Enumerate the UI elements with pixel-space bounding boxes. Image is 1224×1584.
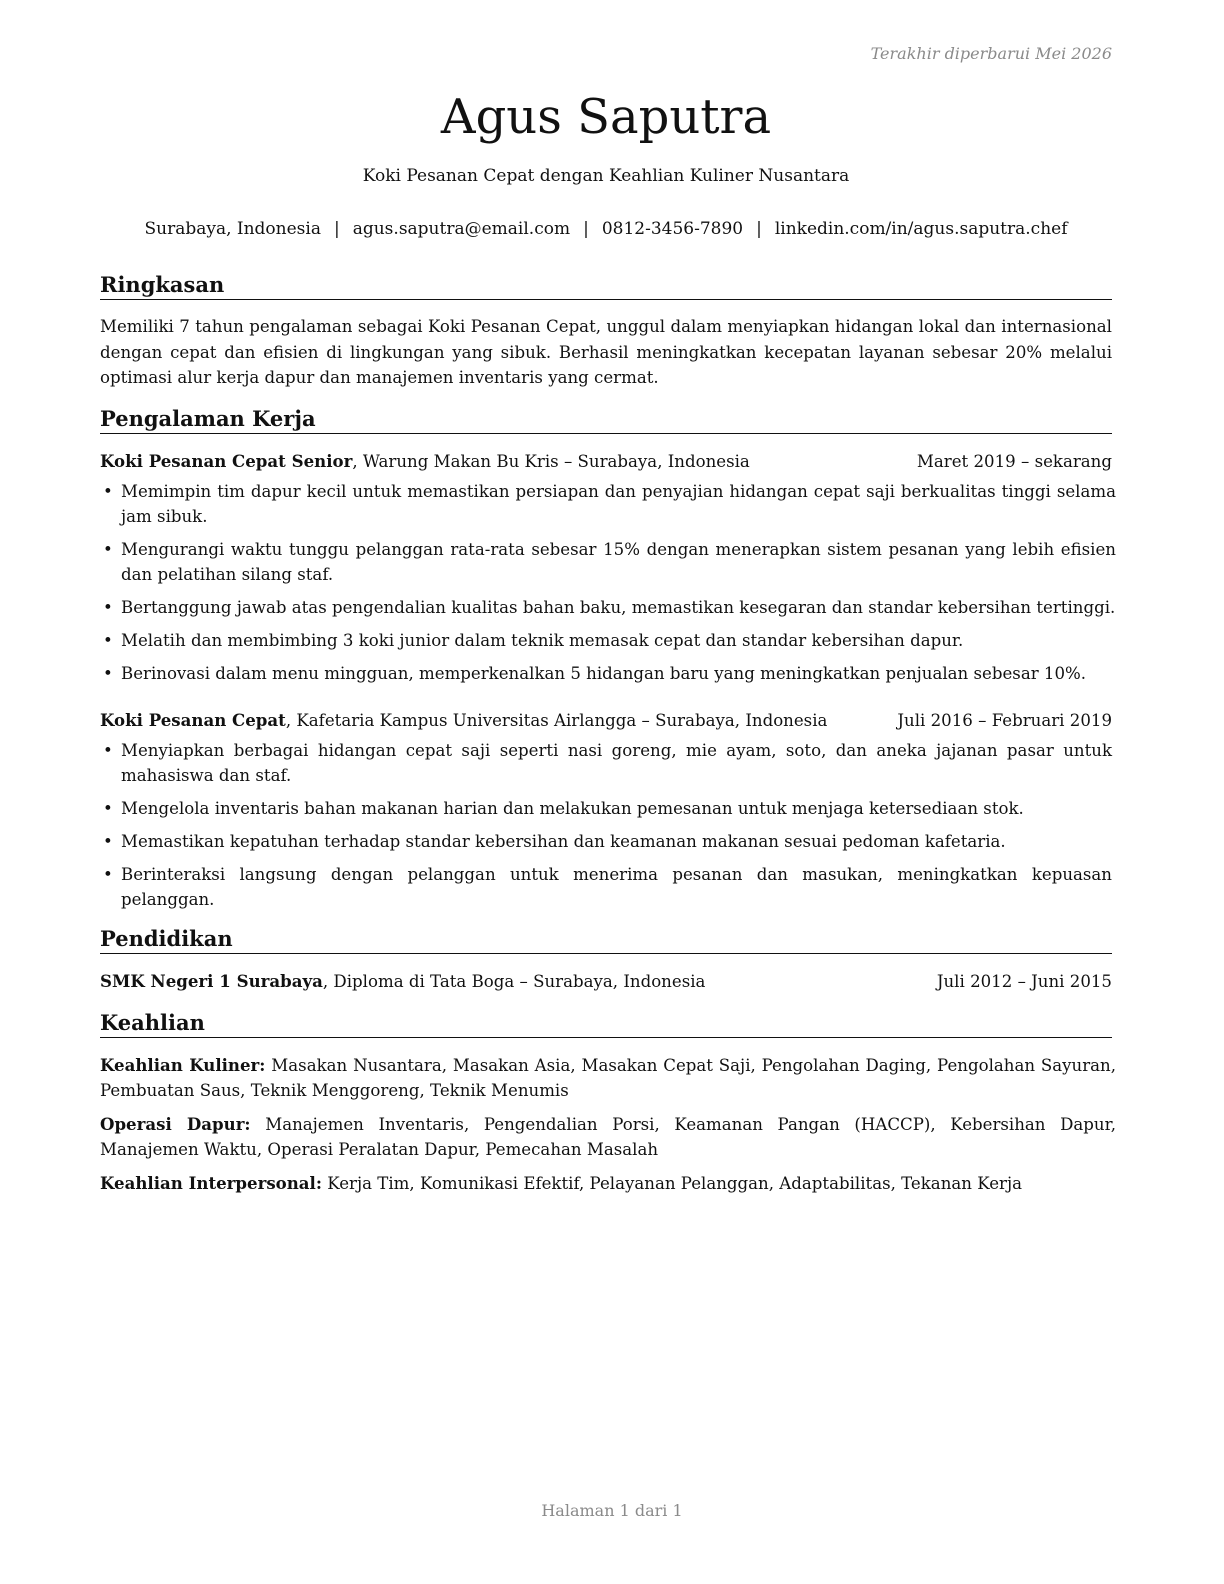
education-detail: , Diploma di Tata Boga – Surabaya, Indonesia [322,972,706,991]
list-item-text: Mengelola inventaris bahan makanan harian dan melakukan pemesanan untuk menjaga ketersediaan stok. [121,799,1024,818]
job-header [100,449,1112,474]
summary-text: Memiliki 7 tahun pengalaman sebagai Koki Pesanan Cepat, unggul dalam menyiapkan hidangan lokal dan internasional dengan cepat dan efisien di lingkungan yang sibuk. Berhasil meningkatkan kecepatan layanan sebesar 20% melalui optimasi alur kerja dapur dan manajemen inventaris yang cermat. [100,317,1112,387]
education-school: SMK Negeri 1 Surabaya [100,971,323,991]
skill-group [100,1053,1116,1103]
list-item-text: Berinteraksi langsung dengan pelanggan untuk menerima pesanan dan masukan, meningkatkan kepuasan pelanggan. [121,865,1112,909]
section-title-summary: Ringkasan [100,271,1112,300]
list-item-text: Melatih dan membimbing 3 koki junior dalam teknik memasak cepat dan standar kebersihan dapur. [121,631,964,650]
contact-location: Surabaya, Indonesia [144,219,321,239]
list-item [100,829,1112,854]
section-title-skills: Keahlian [100,1009,1112,1038]
job-header [100,708,1112,733]
skill-group [100,1112,1116,1162]
list-item-text: Berinovasi dalam menu mingguan, memperkenalkan 5 hidangan baru yang meningkatkan penjualan sebesar 10%. [121,664,1087,683]
bullet-icon: • [103,865,113,884]
skill-group-items: Manajemen Inventaris, Pengendalian Porsi, Keamanan Pangan (HACCP), Kebersihan Dapur, Manajemen Waktu, Operasi Peralatan Dapur, Pemecahan Masalah [100,1115,1116,1159]
job-organization: , Kafetaria Kampus Universitas Airlangga – Surabaya, Indonesia [285,711,828,730]
list-item [100,796,1112,821]
job-role: Koki Pesanan Cepat Senior [100,451,353,471]
job-bullet-list [100,738,1112,920]
list-item [100,479,1116,529]
contact-email[interactable]: agus.saputra@email.com [352,219,571,239]
skill-group-label: Operasi Dapur: [100,1114,251,1134]
education-dates: Juli 2012 – Juni 2015 [936,972,1112,991]
contact-linkedin[interactable]: linkedin.com/in/agus.saputra.chef [774,219,1068,239]
candidate-name: Agus Saputra [440,89,772,145]
skill-group [100,1171,1116,1196]
list-item-text: Memastikan kepatuhan terhadap standar kebersihan dan keamanan makanan sesuai pedoman kafetaria. [121,832,1006,851]
bullet-icon: • [103,482,113,501]
skill-group-label: Keahlian Interpersonal: [100,1173,322,1193]
list-item [100,595,1116,620]
list-item [100,537,1116,587]
contact-separator: | [583,219,589,239]
candidate-headline: Koki Pesanan Cepat dengan Keahlian Kuliner Nusantara [362,166,850,186]
section-title-education: Pendidikan [100,925,1112,954]
list-item [100,628,1116,653]
job-dates: Maret 2019 – sekarang [916,452,1112,471]
last-updated-note: Terakhir diperbarui Mei 2026 [870,44,1112,63]
skill-group-label: Keahlian Kuliner: [100,1055,266,1075]
contact-phone: 0812-3456-7890 [601,219,744,239]
list-item-text: Mengurangi waktu tunggu pelanggan rata-rata sebesar 15% dengan menerapkan sistem pesanan yang lebih efisien dan pelatihan silang staf. [121,540,1116,584]
bullet-icon: • [103,631,113,650]
list-item [100,862,1112,912]
list-item-text: Bertanggung jawab atas pengendalian kualitas bahan baku, memastikan kesegaran dan standar kebersihan tertinggi. [121,598,1116,617]
bullet-icon: • [103,799,113,818]
bullet-icon: • [103,664,113,683]
bullet-icon: • [103,540,113,559]
page-number: Halaman 1 dari 1 [541,1501,683,1520]
job-role: Koki Pesanan Cepat [100,710,286,730]
job-dates: Juli 2016 – Februari 2019 [897,711,1112,730]
contact-separator: | [333,219,340,239]
bullet-icon: • [103,832,113,851]
list-item [100,738,1112,788]
job-organization: , Warung Makan Bu Kris – Surabaya, Indonesia [352,452,750,471]
list-item [100,661,1116,686]
education-entry [100,969,1112,994]
skill-group-items: Kerja Tim, Komunikasi Efektif, Pelayanan Pelanggan, Adaptabilitas, Tekanan Kerja [327,1174,1022,1193]
skill-group-items: Masakan Nusantara, Masakan Asia, Masakan Cepat Saji, Pengolahan Daging, Pengolahan Sayuran, Pembuatan Saus, Teknik Menggoreng, Teknik Menumis [100,1056,1117,1100]
section-title-experience: Pengalaman Kerja [100,405,1112,434]
job-bullet-list [100,479,1116,694]
list-item-text: Menyiapkan berbagai hidangan cepat saji seperti nasi goreng, mie ayam, soto, dan aneka jajanan pasar untuk mahasiswa dan staf. [121,741,1112,785]
contact-separator: | [756,219,762,239]
bullet-icon: • [103,741,113,760]
bullet-icon: • [103,598,113,617]
list-item-text: Memimpin tim dapur kecil untuk memastikan persiapan dan penyajian hidangan cepat saji berkualitas tinggi selama jam sibuk. [121,482,1116,526]
contact-line [100,219,1112,239]
